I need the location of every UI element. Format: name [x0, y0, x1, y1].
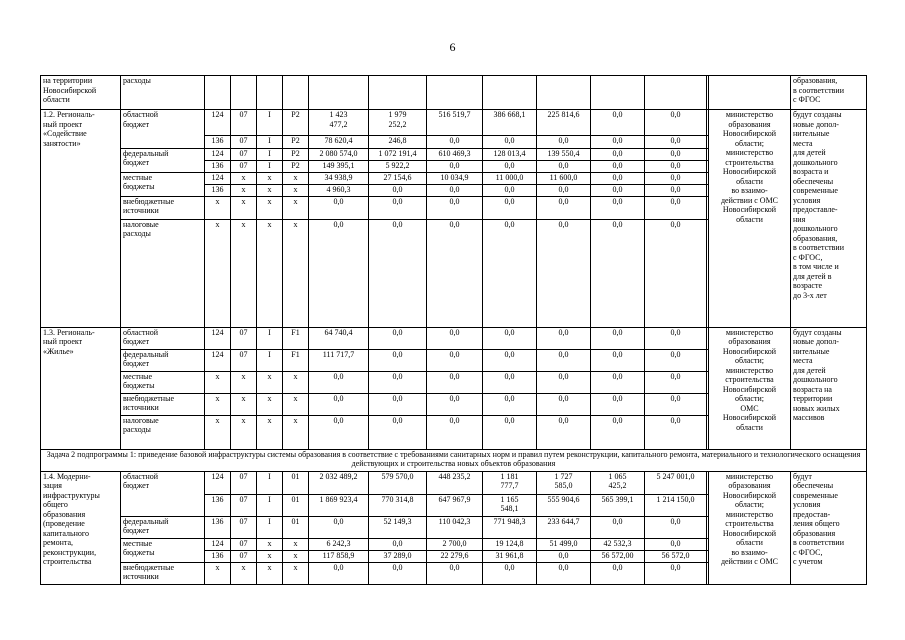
amount-cell: 31 961,8 — [483, 550, 537, 562]
amount-cell: 2 700,0 — [427, 538, 483, 550]
target-code: P2 — [283, 148, 309, 160]
grbs-code: 124 — [205, 349, 231, 371]
target-code: 01 — [283, 494, 309, 516]
program-code: I — [257, 327, 283, 349]
amount-cell: 0,0 — [645, 393, 707, 415]
grbs-code: x — [205, 371, 231, 393]
task-row — [41, 449, 867, 471]
table-row — [41, 327, 867, 349]
amount-cell: 22 279,6 — [427, 550, 483, 562]
amount-cell: 225 814,6 — [537, 110, 591, 136]
amount-cell: 56 572,0 — [645, 550, 707, 562]
program-table — [40, 75, 867, 585]
program-code: I — [257, 494, 283, 516]
amount-cell: 0,0 — [591, 110, 645, 136]
expected-result: образования, в соответствии с ФГОС — [791, 76, 867, 110]
amount-cell: 78 620,4 — [309, 135, 369, 148]
amount-cell: 0,0 — [369, 184, 427, 196]
amount-cell: 0,0 — [645, 135, 707, 148]
program-code: I — [257, 160, 283, 172]
event-name: на территории Новосибирской области — [41, 76, 121, 110]
amount-cell: 0,0 — [537, 196, 591, 219]
expected-result: будут обеспечены современные условия предостав- ления общего образования в соответствии с ФГОС, с учетом — [791, 471, 867, 584]
target-code: x — [283, 415, 309, 449]
amount-cell: 0,0 — [369, 538, 427, 550]
funding-source: областной бюджет — [121, 110, 205, 149]
target-code: x — [283, 371, 309, 393]
funding-source: федеральный бюджет — [121, 148, 205, 172]
program-code: x — [257, 550, 283, 562]
program-code: x — [257, 415, 283, 449]
amount-cell: 0,0 — [537, 371, 591, 393]
program-code: x — [257, 219, 283, 327]
amount-cell: 0,0 — [591, 184, 645, 196]
amount-cell: 4 960,3 — [309, 184, 369, 196]
section-code: 07 — [231, 160, 257, 172]
funding-source: внебюджетные источники — [121, 562, 205, 584]
target-code: x — [283, 562, 309, 584]
program-code: I — [257, 135, 283, 148]
amount-cell: 246,8 — [369, 135, 427, 148]
amount-cell: 0,0 — [427, 219, 483, 327]
amount-cell: 0,0 — [537, 562, 591, 584]
grbs-code: x — [205, 196, 231, 219]
amount-cell: 149 395,1 — [309, 160, 369, 172]
task-heading: Задача 2 подпрограммы 1: приведение базовой инфраструктуры системы образования в соответствие с требованиями санитарных норм и правил путем реконструкции, капитального ремонта, материального и технологического оснащения действующих и строительства новых объектов образования — [41, 449, 867, 471]
section-code: x — [231, 219, 257, 327]
amount-cell: 0,0 — [483, 562, 537, 584]
expected-result: будут созданы новые допол- нительные места для детей дошкольного возраста и обеспечены современные условия предоставле- ния дошкольного образования, в соответствии с ФГОС, в том числе и для детей в возрасте до 3-х лет — [791, 110, 867, 328]
amount-cell: 19 124,8 — [483, 538, 537, 550]
amount-cell: 0,0 — [645, 148, 707, 160]
target-code: x — [283, 550, 309, 562]
executor: министерство образования Новосибирской области; министерство строительства Новосибирской области; ОМС Новосибирской области — [709, 327, 791, 449]
amount-cell: 0,0 — [369, 219, 427, 327]
amount-cell: 555 904,6 — [537, 494, 591, 516]
amount-cell: 0,0 — [369, 562, 427, 584]
program-code: x — [257, 184, 283, 196]
amount-cell: 0,0 — [591, 393, 645, 415]
amount-cell: 0,0 — [591, 135, 645, 148]
amount-cell: 1 423 477,2 — [309, 110, 369, 136]
amount-cell: 0,0 — [645, 196, 707, 219]
amount-cell: 0,0 — [591, 148, 645, 160]
grbs-code: 124 — [205, 538, 231, 550]
amount-cell: 2 032 489,2 — [309, 471, 369, 494]
amount-cell: 0,0 — [427, 349, 483, 371]
amount-cell: 0,0 — [369, 393, 427, 415]
amount-cell: 610 469,3 — [427, 148, 483, 160]
grbs-code: x — [205, 562, 231, 584]
program-code: I — [257, 110, 283, 136]
amount-cell: 0,0 — [309, 415, 369, 449]
amount-cell: 0,0 — [537, 415, 591, 449]
executor: министерство образования Новосибирской области; министерство строительства Новосибирской области во взаимо- действии с ОМС — [709, 471, 791, 584]
amount-cell: 10 034,9 — [427, 172, 483, 184]
grbs-code: 124 — [205, 148, 231, 160]
section-code: 07 — [231, 471, 257, 494]
amount-cell: 1 979 252,2 — [369, 110, 427, 136]
grbs-code: x — [205, 219, 231, 327]
funding-source: налоговые расходы — [121, 415, 205, 449]
funding-source: местные бюджеты — [121, 172, 205, 196]
amount-cell: 0,0 — [309, 371, 369, 393]
amount-cell: 0,0 — [591, 172, 645, 184]
target-code: F1 — [283, 327, 309, 349]
amount-cell: 0,0 — [591, 562, 645, 584]
amount-cell: 386 668,1 — [483, 110, 537, 136]
amount-cell: 0,0 — [483, 327, 537, 349]
amount-cell: 0,0 — [645, 219, 707, 327]
amount-cell: 0,0 — [537, 327, 591, 349]
amount-cell: 0,0 — [645, 538, 707, 550]
section-code: 07 — [231, 349, 257, 371]
amount-cell: 37 289,0 — [369, 550, 427, 562]
amount-cell: 0,0 — [645, 371, 707, 393]
table-row — [41, 471, 867, 494]
program-code: I — [257, 516, 283, 538]
amount-cell: 0,0 — [369, 371, 427, 393]
amount-cell: 0,0 — [591, 327, 645, 349]
program-code: I — [257, 349, 283, 371]
section-code: x — [231, 393, 257, 415]
amount-cell: 771 948,3 — [483, 516, 537, 538]
target-code: x — [283, 538, 309, 550]
amount-cell: 579 570,0 — [369, 471, 427, 494]
program-code: x — [257, 371, 283, 393]
page-number: 6 — [449, 40, 456, 54]
amount-cell: 565 399,1 — [591, 494, 645, 516]
amount-cell: 5 922,2 — [369, 160, 427, 172]
grbs-code: 124 — [205, 172, 231, 184]
amount-cell: 27 154,6 — [369, 172, 427, 184]
amount-cell: 0,0 — [591, 196, 645, 219]
grbs-code: x — [205, 393, 231, 415]
amount-cell: 770 314,8 — [369, 494, 427, 516]
amount-cell: 448 235,2 — [427, 471, 483, 494]
amount-cell: 0,0 — [369, 415, 427, 449]
event-name: 1.4. Модерни- зация инфраструктуры общего образования (проведение капитального ремонта, реконструкции, строительства — [41, 471, 121, 584]
grbs-code: 136 — [205, 135, 231, 148]
amount-cell: 0,0 — [645, 415, 707, 449]
amount-cell: 0,0 — [645, 110, 707, 136]
program-code: x — [257, 562, 283, 584]
program-code: I — [257, 471, 283, 494]
section-code: 07 — [231, 494, 257, 516]
amount-cell: 139 550,4 — [537, 148, 591, 160]
section-code: 07 — [231, 135, 257, 148]
grbs-code: 136 — [205, 160, 231, 172]
amount-cell: 516 519,7 — [427, 110, 483, 136]
target-code: P2 — [283, 110, 309, 136]
funding-source: налоговые расходы — [121, 219, 205, 327]
amount-cell: 0,0 — [645, 516, 707, 538]
section-code: 07 — [231, 148, 257, 160]
amount-cell: 0,0 — [645, 172, 707, 184]
expected-result: будут созданы новые допол- нительные места для детей дошкольного возраста на территории новых жилых массивов — [791, 327, 867, 449]
amount-cell: 0,0 — [427, 393, 483, 415]
table-row — [41, 76, 867, 110]
amount-cell: 0,0 — [483, 219, 537, 327]
amount-cell: 0,0 — [427, 135, 483, 148]
event-name: 1.3. Региональ- ный проект «Жилье» — [41, 327, 121, 449]
grbs-code: 136 — [205, 494, 231, 516]
program-code: x — [257, 538, 283, 550]
grbs-code: 136 — [205, 516, 231, 538]
amount-cell: 111 717,7 — [309, 349, 369, 371]
grbs-code: 124 — [205, 327, 231, 349]
amount-cell: 0,0 — [537, 550, 591, 562]
section-code: x — [231, 196, 257, 219]
target-code: 01 — [283, 471, 309, 494]
section-code: x — [231, 415, 257, 449]
amount-cell: 0,0 — [645, 184, 707, 196]
funding-source: расходы — [121, 76, 205, 110]
amount-cell: 0,0 — [591, 219, 645, 327]
amount-cell: 0,0 — [309, 196, 369, 219]
amount-cell: 0,0 — [427, 160, 483, 172]
funding-source: местные бюджеты — [121, 538, 205, 562]
amount-cell: 0,0 — [537, 219, 591, 327]
grbs-code: 136 — [205, 184, 231, 196]
target-code: P2 — [283, 135, 309, 148]
amount-cell: 51 499,0 — [537, 538, 591, 550]
funding-source: федеральный бюджет — [121, 516, 205, 538]
amount-cell: 0,0 — [427, 327, 483, 349]
amount-cell: 5 247 001,0 — [645, 471, 707, 494]
section-code: x — [231, 371, 257, 393]
funding-source: областной бюджет — [121, 327, 205, 349]
target-code: x — [283, 393, 309, 415]
section-code: x — [231, 184, 257, 196]
target-code: x — [283, 172, 309, 184]
amount-cell: 0,0 — [591, 516, 645, 538]
amount-cell: 0,0 — [483, 415, 537, 449]
amount-cell: 233 644,7 — [537, 516, 591, 538]
amount-cell: 0,0 — [427, 371, 483, 393]
section-code: 07 — [231, 538, 257, 550]
amount-cell: 128 013,4 — [483, 148, 537, 160]
amount-cell: 0,0 — [645, 349, 707, 371]
amount-cell: 0,0 — [591, 371, 645, 393]
amount-cell: 6 242,3 — [309, 538, 369, 550]
amount-cell: 1 727 585,0 — [537, 471, 591, 494]
amount-cell: 1 165 548,1 — [483, 494, 537, 516]
program-code: x — [257, 393, 283, 415]
amount-cell: 0,0 — [427, 562, 483, 584]
amount-cell: 0,0 — [645, 160, 707, 172]
amount-cell: 1 869 923,4 — [309, 494, 369, 516]
funding-source: внебюджетные источники — [121, 393, 205, 415]
program-code: I — [257, 148, 283, 160]
target-code: P2 — [283, 160, 309, 172]
amount-cell: 0,0 — [483, 196, 537, 219]
grbs-code: 136 — [205, 550, 231, 562]
program-code: x — [257, 196, 283, 219]
event-name: 1.2. Региональ- ный проект «Содействие занятости» — [41, 110, 121, 149]
amount-cell: 0,0 — [537, 393, 591, 415]
amount-cell: 56 572,00 — [591, 550, 645, 562]
amount-cell: 0,0 — [537, 160, 591, 172]
amount-cell: 0,0 — [483, 349, 537, 371]
table-row — [41, 110, 867, 136]
executor: министерство образования Новосибирской области; министерство строительства Новосибирской области во взаимо- действии с ОМС Новосибирской области — [709, 110, 791, 328]
funding-source: внебюджетные источники — [121, 196, 205, 219]
amount-cell: 0,0 — [483, 135, 537, 148]
amount-cell: 1 214 150,0 — [645, 494, 707, 516]
amount-cell: 11 000,0 — [483, 172, 537, 184]
amount-cell: 0,0 — [309, 562, 369, 584]
section-code: 07 — [231, 327, 257, 349]
amount-cell: 647 967,9 — [427, 494, 483, 516]
amount-cell: 0,0 — [369, 349, 427, 371]
target-code: 01 — [283, 516, 309, 538]
funding-source: федеральный бюджет — [121, 349, 205, 371]
section-code: 07 — [231, 516, 257, 538]
amount-cell: 52 149,3 — [369, 516, 427, 538]
amount-cell: 0,0 — [309, 219, 369, 327]
amount-cell: 11 600,0 — [537, 172, 591, 184]
amount-cell: 2 080 574,0 — [309, 148, 369, 160]
amount-cell: 0,0 — [369, 196, 427, 219]
target-code: x — [283, 219, 309, 327]
amount-cell: 1 065 425,2 — [591, 471, 645, 494]
section-code: 07 — [231, 110, 257, 136]
section-code: x — [231, 562, 257, 584]
amount-cell: 0,0 — [537, 135, 591, 148]
amount-cell: 0,0 — [483, 371, 537, 393]
amount-cell: 1 072 191,4 — [369, 148, 427, 160]
section-code: 07 — [231, 550, 257, 562]
amount-cell: 0,0 — [309, 516, 369, 538]
target-code: x — [283, 196, 309, 219]
amount-cell: 64 740,4 — [309, 327, 369, 349]
amount-cell: 0,0 — [537, 349, 591, 371]
amount-cell: 0,0 — [591, 160, 645, 172]
amount-cell: 117 858,9 — [309, 550, 369, 562]
grbs-code: x — [205, 415, 231, 449]
amount-cell: 0,0 — [369, 327, 427, 349]
amount-cell: 42 532,3 — [591, 538, 645, 550]
amount-cell: 0,0 — [537, 184, 591, 196]
amount-cell: 0,0 — [427, 415, 483, 449]
target-code: x — [283, 184, 309, 196]
amount-cell: 0,0 — [483, 184, 537, 196]
amount-cell: 1 181 777,7 — [483, 471, 537, 494]
amount-cell: 0,0 — [645, 327, 707, 349]
target-code: F1 — [283, 349, 309, 371]
section-code: x — [231, 172, 257, 184]
grbs-code: 124 — [205, 471, 231, 494]
funding-source: областной бюджет — [121, 471, 205, 516]
amount-cell: 0,0 — [427, 184, 483, 196]
amount-cell: 0,0 — [591, 415, 645, 449]
amount-cell: 34 938,9 — [309, 172, 369, 184]
amount-cell: 0,0 — [427, 196, 483, 219]
program-code: x — [257, 172, 283, 184]
amount-cell: 0,0 — [483, 160, 537, 172]
amount-cell: 0,0 — [591, 349, 645, 371]
amount-cell: 0,0 — [309, 393, 369, 415]
amount-cell: 0,0 — [483, 393, 537, 415]
funding-source: местные бюджеты — [121, 371, 205, 393]
amount-cell: 0,0 — [645, 562, 707, 584]
grbs-code: 124 — [205, 110, 231, 136]
amount-cell: 110 042,3 — [427, 516, 483, 538]
